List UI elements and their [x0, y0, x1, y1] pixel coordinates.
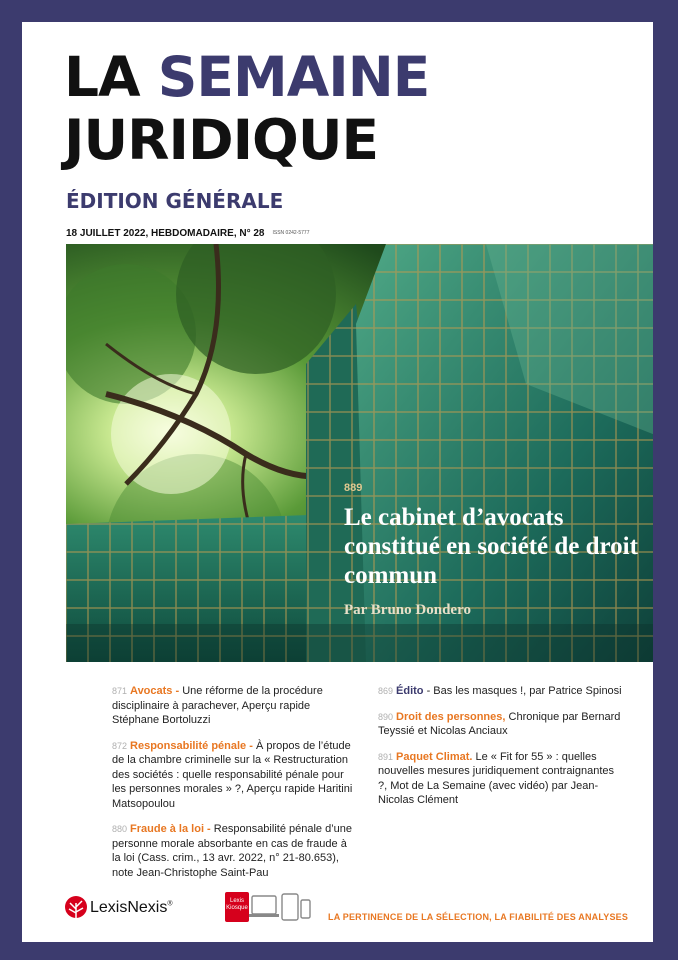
summary-item-number: 872 — [112, 740, 128, 751]
summary-item-keyword: Fraude à la loi - — [130, 823, 211, 835]
summary-item — [378, 684, 623, 699]
summary-item-number: 890 — [378, 711, 394, 722]
summary-item-number: 869 — [378, 686, 394, 696]
publisher-name — [90, 899, 173, 917]
summary-item — [112, 684, 357, 728]
masthead-la: LA — [64, 45, 140, 109]
summary-item-number: 880 — [112, 824, 128, 834]
cover-photo — [66, 244, 653, 662]
summary-item-keyword: Édito — [396, 685, 424, 697]
summary-left-column — [112, 684, 357, 891]
summary-item-keyword: Droit des personnes, — [396, 710, 506, 723]
summary-item — [378, 750, 623, 808]
summary-item-text: - Bas les masques !, par Patrice Spinosi — [423, 685, 622, 697]
lead-article-title: Le cabinet d’avocats constitué en société de droit commun — [344, 504, 638, 589]
summary-item-text: Chronique par Bernard Teyssié et Nicolas Anciaux — [378, 710, 621, 737]
tagline: LA PERTINENCE DE LA SÉLECTION, LA FIABILITÉ DES ANALYSES — [328, 912, 629, 922]
masthead-semaine: SEMAINE — [157, 45, 430, 109]
masthead-juridique: JURIDIQUE — [64, 108, 379, 172]
lexisnexis-tree-icon — [64, 895, 88, 923]
summary-item-keyword: Responsabilité pénale - — [130, 739, 253, 752]
summary-item-text: Le « Fit for 55 » : quelles nouvelles mesures juridiquement contraignantes ?, Mot de La Semaine (avec vidéo) par Jean-Nicolas Clément — [378, 750, 615, 806]
magazine-cover — [22, 22, 653, 942]
masthead-title-line1 — [64, 45, 430, 109]
building-tree-photo — [66, 244, 653, 662]
summary-item-text: Une réforme de la procédure disciplinaire à parachever, Aperçu rapide Stéphane Bortoluzzi — [112, 685, 323, 726]
summary-item-number: 871 — [112, 686, 128, 696]
summary-item — [112, 822, 357, 880]
summary-item-keyword: Paquet Climat. — [396, 750, 473, 763]
edition-label: ÉDITION GÉNÉRALE — [66, 189, 284, 213]
summary-right-column — [378, 684, 623, 819]
summary-item — [378, 710, 623, 739]
summary-item-keyword: Avocats - — [130, 685, 180, 697]
summary-item-text: Responsabilité pénale d’une personne morale absorbante en cas de fraude à la loi (Cass. crim., 13 avr. 2022, n° 21-80.653), note Jean-Christophe Saint-Pau — [112, 823, 352, 879]
lead-article-number: 889 — [344, 482, 363, 494]
issue-date: 18 JUILLET 2022, HEBDOMADAIRE, N° 28 — [66, 228, 265, 239]
kiosque-label-line2: Kiosque — [226, 905, 248, 911]
issn: ISSN 0242-5777 — [272, 230, 310, 237]
summary-item — [112, 739, 357, 812]
summary-item-text: À propos de l’étude de la chambre criminelle sur la « Restructuration des sociétés : quelle responsabilité pénale pour les personnes morales » ?, Aperçu rapide Haritini Matsopoulou — [112, 739, 353, 810]
publisher-name-text: LexisNexis — [90, 899, 168, 916]
summary-item-number: 891 — [378, 751, 394, 762]
registered-mark: ® — [167, 900, 173, 908]
issue-dateline — [66, 228, 309, 239]
kiosque-label-line1: Lexis — [229, 898, 244, 904]
kiosque-label — [225, 898, 249, 912]
lexis-kiosque-badge — [225, 892, 311, 924]
lexisnexis-logo — [64, 895, 204, 923]
lead-article-author: Par Bruno Dondero — [344, 602, 471, 618]
